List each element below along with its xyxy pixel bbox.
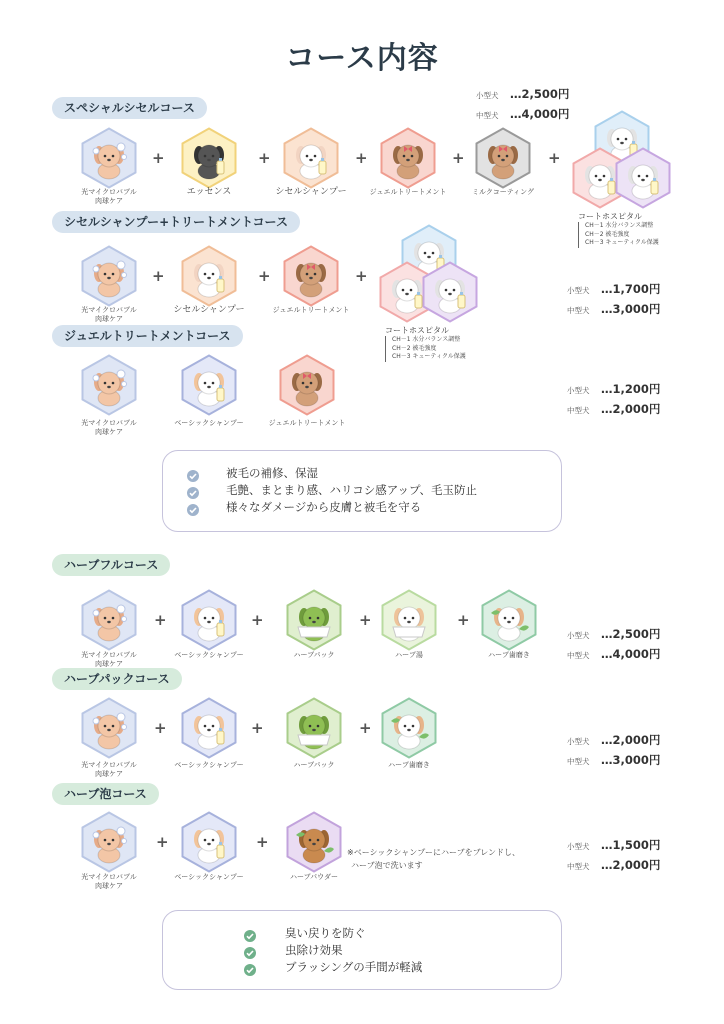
price-small-value: …1,700円 bbox=[601, 282, 661, 296]
poodle-bubble-icon bbox=[81, 811, 137, 873]
plus-sign: + bbox=[256, 833, 269, 851]
size-small-label: 小型犬 bbox=[567, 386, 590, 395]
item-label: ジュエルトリートメント bbox=[268, 419, 346, 427]
price-medium-value: …2,000円 bbox=[601, 402, 661, 416]
price-small bbox=[476, 83, 569, 102]
white-dog-cesel-shampoo-icon bbox=[283, 127, 339, 189]
price-medium-value: …2,000円 bbox=[601, 858, 661, 872]
plus-sign: + bbox=[258, 267, 271, 285]
price-medium-value: …4,000円 bbox=[510, 107, 570, 121]
price-medium-value: …3,000円 bbox=[601, 302, 661, 316]
item-label: ジュエルトリートメント bbox=[272, 306, 350, 314]
coat-hospital-list bbox=[578, 222, 659, 248]
coat-hospital-line: CH－1 水分バランス調整 bbox=[392, 336, 461, 343]
size-small-label: 小型犬 bbox=[567, 737, 590, 746]
course-title-special: スペシャルシセルコース bbox=[52, 97, 207, 119]
coat-hospital-line: CH－2 被毛強度 bbox=[392, 344, 437, 352]
plus-sign: + bbox=[457, 611, 470, 629]
size-medium-label: 中型犬 bbox=[567, 306, 590, 315]
item-label: 光マイクロバブル 肉球ケア bbox=[81, 651, 137, 668]
plus-sign: + bbox=[154, 719, 167, 737]
course-title-herb_full: ハーブフルコース bbox=[52, 554, 170, 576]
size-medium-label: 中型犬 bbox=[567, 757, 590, 766]
size-medium-label: 中型犬 bbox=[476, 111, 499, 120]
benefit-item: 虫除け効果 bbox=[285, 943, 343, 957]
item-label: 光マイクロバブル 肉球ケア bbox=[81, 306, 137, 323]
benefit-item: 毛艶、まとまり感、ハリコシ感アップ、毛玉防止 bbox=[226, 483, 478, 497]
plus-sign: + bbox=[355, 149, 368, 167]
green-dog-herb-pack-icon bbox=[286, 589, 342, 651]
item-label: 光マイクロバブル 肉球ケア bbox=[81, 419, 137, 436]
item-label: 光マイクロバブル 肉球ケア bbox=[81, 761, 137, 778]
plus-sign: + bbox=[251, 719, 264, 737]
item-label: ベーシックシャンプー bbox=[174, 873, 244, 881]
check-icon bbox=[244, 927, 256, 939]
dog-basic-shampoo-icon bbox=[181, 811, 237, 873]
size-medium-label: 中型犬 bbox=[567, 862, 590, 871]
item-label: ベーシックシャンプー bbox=[174, 761, 244, 769]
price-small bbox=[567, 623, 660, 642]
item-label: ハーブパック bbox=[293, 761, 335, 769]
poodle-bubble-icon bbox=[81, 697, 137, 759]
item-label: ハーブ湯 bbox=[395, 651, 423, 659]
yorkie-milk-coating-icon bbox=[475, 127, 531, 189]
plus-sign: + bbox=[359, 611, 372, 629]
price-small-value: …2,500円 bbox=[601, 627, 661, 641]
check-icon bbox=[244, 944, 256, 956]
item-label: シセルシャンプー bbox=[275, 187, 347, 197]
coat-hospital-list bbox=[385, 336, 466, 362]
item-label: ハーブパック bbox=[293, 651, 335, 659]
coat-hospital-ch3-icon bbox=[615, 147, 671, 209]
coat-hospital-ch3-icon bbox=[422, 261, 478, 323]
price-small bbox=[567, 834, 660, 853]
price-small-value: …1,500円 bbox=[601, 838, 661, 852]
coat-hospital-line: CH－3 キューティクル保護 bbox=[392, 353, 466, 360]
benefit-item: 臭い戻りを防ぐ bbox=[285, 926, 366, 940]
price-medium bbox=[567, 398, 660, 417]
price-medium bbox=[567, 854, 660, 873]
item-label: エッセンス bbox=[186, 187, 232, 197]
green-dog-herb-pack-icon bbox=[286, 697, 342, 759]
course-title-jewel: ジュエルトリートメントコース bbox=[52, 325, 243, 347]
coat-hospital-line: CH－3 キューティクル保護 bbox=[585, 239, 659, 246]
size-small-label: 小型犬 bbox=[567, 286, 590, 295]
yorkie-jewel-treatment-icon bbox=[279, 354, 335, 416]
price-small bbox=[567, 729, 660, 748]
coat-hospital-title: コートホスピタル bbox=[385, 326, 449, 335]
plus-sign: + bbox=[154, 611, 167, 629]
poodle-bubble-icon bbox=[81, 127, 137, 189]
benefit-item: ブラッシングの手間が軽減 bbox=[285, 960, 423, 974]
shiba-herb-powder-icon bbox=[286, 811, 342, 873]
plus-sign: + bbox=[156, 833, 169, 851]
check-icon bbox=[187, 467, 199, 479]
item-label: 光マイクロバブル 肉球ケア bbox=[81, 873, 137, 890]
benefit-box bbox=[162, 910, 562, 990]
coat-hospital-title: コートホスピタル bbox=[578, 212, 642, 221]
poodle-bubble-icon bbox=[81, 354, 137, 416]
plus-sign: + bbox=[548, 149, 561, 167]
dog-basic-shampoo-icon bbox=[181, 354, 237, 416]
price-medium bbox=[567, 643, 660, 662]
item-label: シセルシャンプー bbox=[173, 305, 245, 315]
benefit-item: 様々なダメージから皮膚と被毛を守る bbox=[226, 500, 422, 514]
dog-herb-bath-icon bbox=[381, 589, 437, 651]
herb-foam-note: ハーブ泡で洗います bbox=[351, 861, 423, 870]
size-medium-label: 中型犬 bbox=[567, 651, 590, 660]
plus-sign: + bbox=[258, 149, 271, 167]
item-label: 光マイクロバブル 肉球ケア bbox=[81, 188, 137, 205]
dog-herb-toothbrush-icon bbox=[381, 697, 437, 759]
page-title: コース内容 bbox=[285, 41, 439, 76]
coat-hospital-line: CH－1 水分バランス調整 bbox=[585, 222, 654, 229]
course-title-herb_pack: ハーブパックコース bbox=[52, 668, 182, 690]
item-label: ベーシックシャンプー bbox=[174, 419, 244, 427]
item-label: ハーブ歯磨き bbox=[388, 761, 430, 769]
benefit-item: 被毛の補修、保湿 bbox=[226, 466, 318, 480]
check-icon bbox=[187, 484, 199, 496]
price-small-value: …2,500円 bbox=[510, 87, 570, 101]
size-small-label: 小型犬 bbox=[476, 91, 499, 100]
white-dog-cesel-shampoo-icon bbox=[181, 245, 237, 307]
herb-foam-note: ※ベーシックシャンプーにハーブをブレンドし、 bbox=[347, 848, 521, 857]
plus-sign: + bbox=[152, 149, 165, 167]
price-medium bbox=[567, 749, 660, 768]
poodle-bubble-icon bbox=[81, 245, 137, 307]
price-small bbox=[567, 378, 660, 397]
black-poodle-essence-icon bbox=[181, 127, 237, 189]
poodle-bubble-icon bbox=[81, 589, 137, 651]
size-small-label: 小型犬 bbox=[567, 842, 590, 851]
course-title-herb_foam: ハーブ泡コース bbox=[52, 783, 159, 805]
price-medium-value: …4,000円 bbox=[601, 647, 661, 661]
dog-herb-toothbrush-icon bbox=[481, 589, 537, 651]
price-small-value: …2,000円 bbox=[601, 733, 661, 747]
price-medium-value: …3,000円 bbox=[601, 753, 661, 767]
dog-basic-shampoo-icon bbox=[181, 589, 237, 651]
item-label: ハーブ歯磨き bbox=[488, 651, 530, 659]
course-title-cesel_treatment: シセルシャンプー+トリートメントコース bbox=[52, 211, 300, 233]
yorkie-jewel-treatment-icon bbox=[380, 127, 436, 189]
item-label: ハーブパウダー bbox=[289, 873, 339, 881]
plus-sign: + bbox=[251, 611, 264, 629]
price-medium bbox=[476, 103, 569, 122]
item-label: ベーシックシャンプー bbox=[174, 651, 244, 659]
plus-sign: + bbox=[152, 267, 165, 285]
item-label: ジュエルトリートメント bbox=[369, 188, 447, 196]
price-small bbox=[567, 278, 660, 297]
check-icon bbox=[187, 501, 199, 513]
price-medium bbox=[567, 298, 660, 317]
coat-hospital-line: CH－2 被毛強度 bbox=[585, 230, 630, 238]
yorkie-jewel-treatment-icon bbox=[283, 245, 339, 307]
dog-basic-shampoo-icon bbox=[181, 697, 237, 759]
size-small-label: 小型犬 bbox=[567, 631, 590, 640]
size-medium-label: 中型犬 bbox=[567, 406, 590, 415]
plus-sign: + bbox=[355, 267, 368, 285]
plus-sign: + bbox=[359, 719, 372, 737]
plus-sign: + bbox=[452, 149, 465, 167]
price-small-value: …1,200円 bbox=[601, 382, 661, 396]
check-icon bbox=[244, 961, 256, 973]
item-label: ミルクコーティング bbox=[471, 188, 535, 196]
